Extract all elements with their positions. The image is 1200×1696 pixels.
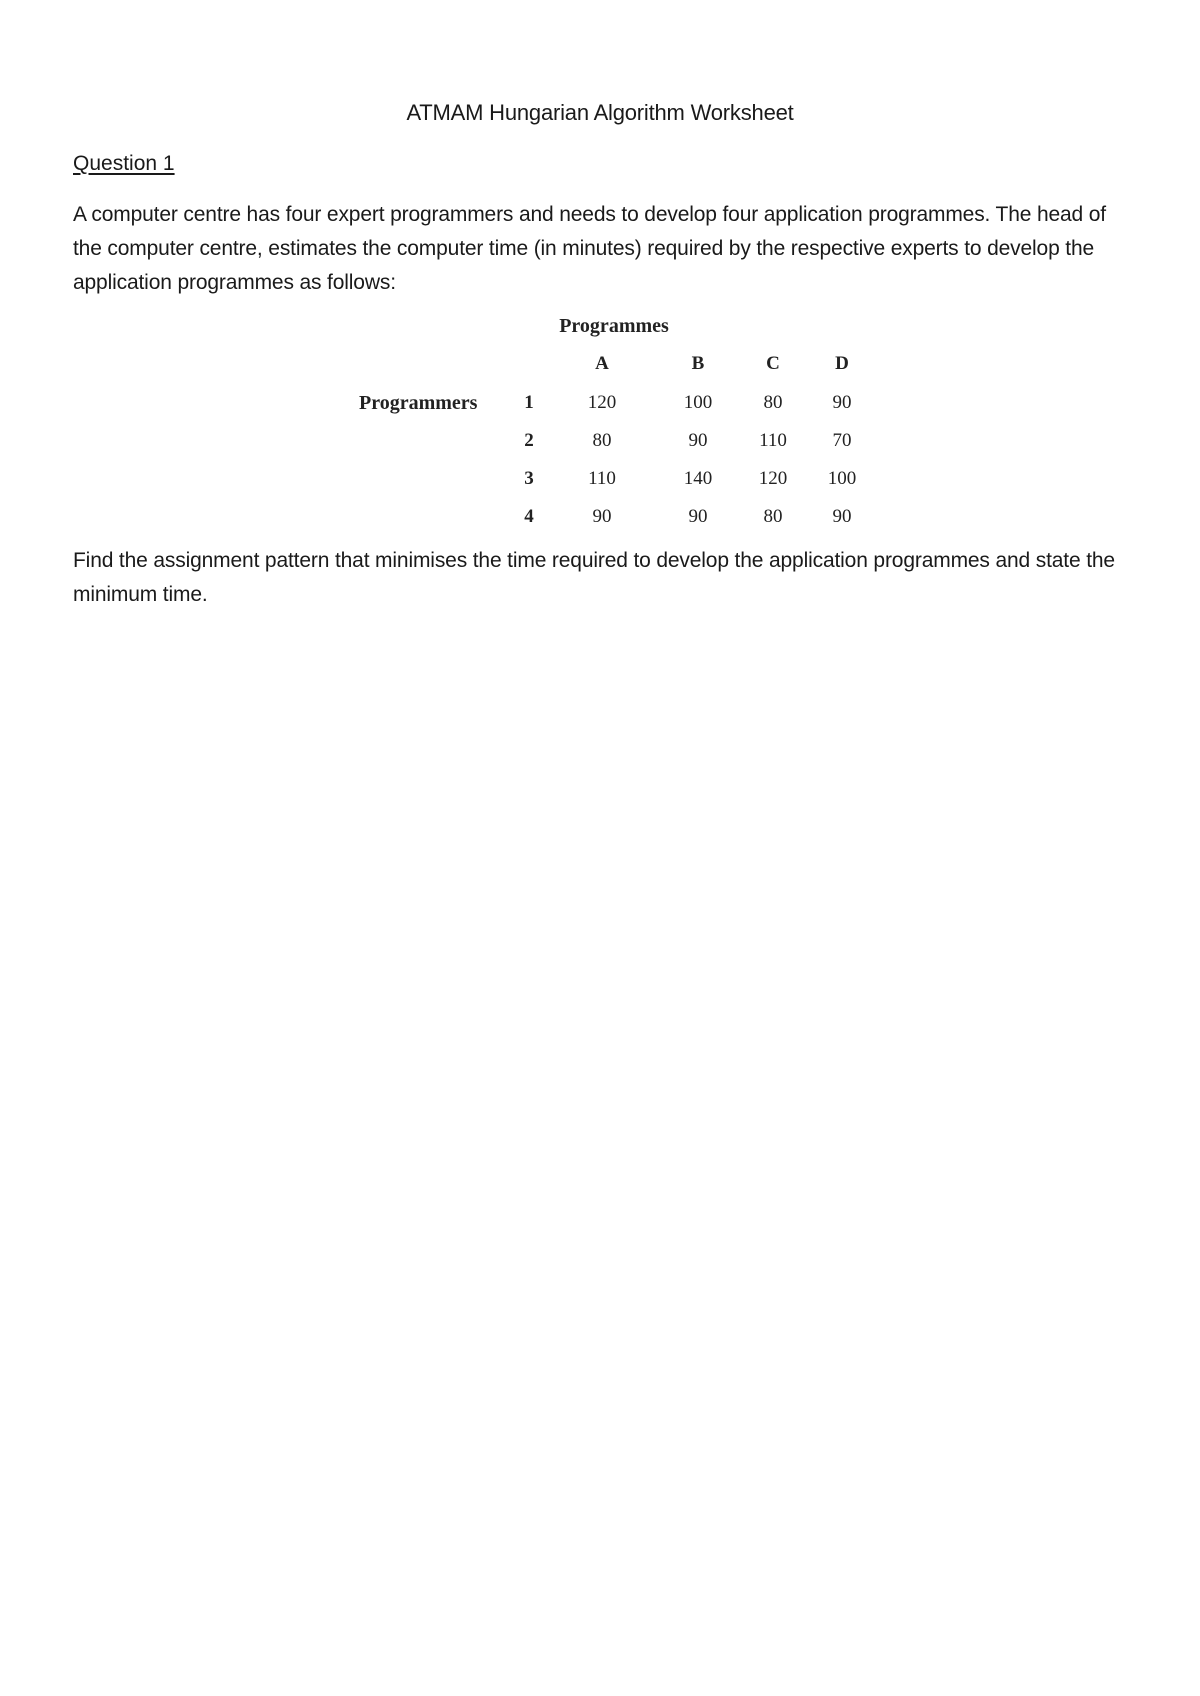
matrix-cell: 120 xyxy=(587,392,617,413)
column-header-c: C xyxy=(766,353,780,374)
matrix-cell: 90 xyxy=(688,506,708,527)
matrix-cell: 70 xyxy=(832,430,852,451)
matrix-cell: 80 xyxy=(592,430,612,451)
matrix-cell: 100 xyxy=(827,468,857,489)
cost-matrix xyxy=(0,0,1200,540)
document-title: ATMAM Hungarian Algorithm Worksheet xyxy=(406,100,794,125)
matrix-cell: 110 xyxy=(588,468,616,489)
matrix-cell: 140 xyxy=(683,468,713,489)
column-header-d: D xyxy=(835,353,849,374)
matrix-cell: 110 xyxy=(759,430,787,451)
column-group-label: Programmes xyxy=(559,315,669,337)
row-label: 1 xyxy=(524,392,534,413)
row-label: 4 xyxy=(524,506,534,527)
matrix-cell: 100 xyxy=(683,392,713,413)
row-label: 2 xyxy=(524,430,534,451)
question-heading: Question 1 xyxy=(73,152,175,175)
column-header-a: A xyxy=(595,353,609,374)
matrix-cell: 90 xyxy=(592,506,612,527)
matrix-cell: 90 xyxy=(832,506,852,527)
matrix-cell: 90 xyxy=(832,392,852,413)
matrix-cell: 90 xyxy=(688,430,708,451)
task-paragraph: Find the assignment pattern that minimises the time required to develop the application programmes and state the minimum time. xyxy=(73,549,1115,606)
intro-paragraph: A computer centre has four expert programmers and needs to develop four application programmes. The head of the computer centre, estimates the computer time (in minutes) required by the respective experts to develop the application programmes as follows: xyxy=(73,203,1106,294)
column-header-b: B xyxy=(691,353,705,374)
row-label: 3 xyxy=(524,468,534,489)
matrix-cell: 80 xyxy=(763,506,783,527)
matrix-cell: 120 xyxy=(758,468,788,489)
matrix-cell: 80 xyxy=(763,392,783,413)
row-group-label: Programmers xyxy=(359,392,478,414)
